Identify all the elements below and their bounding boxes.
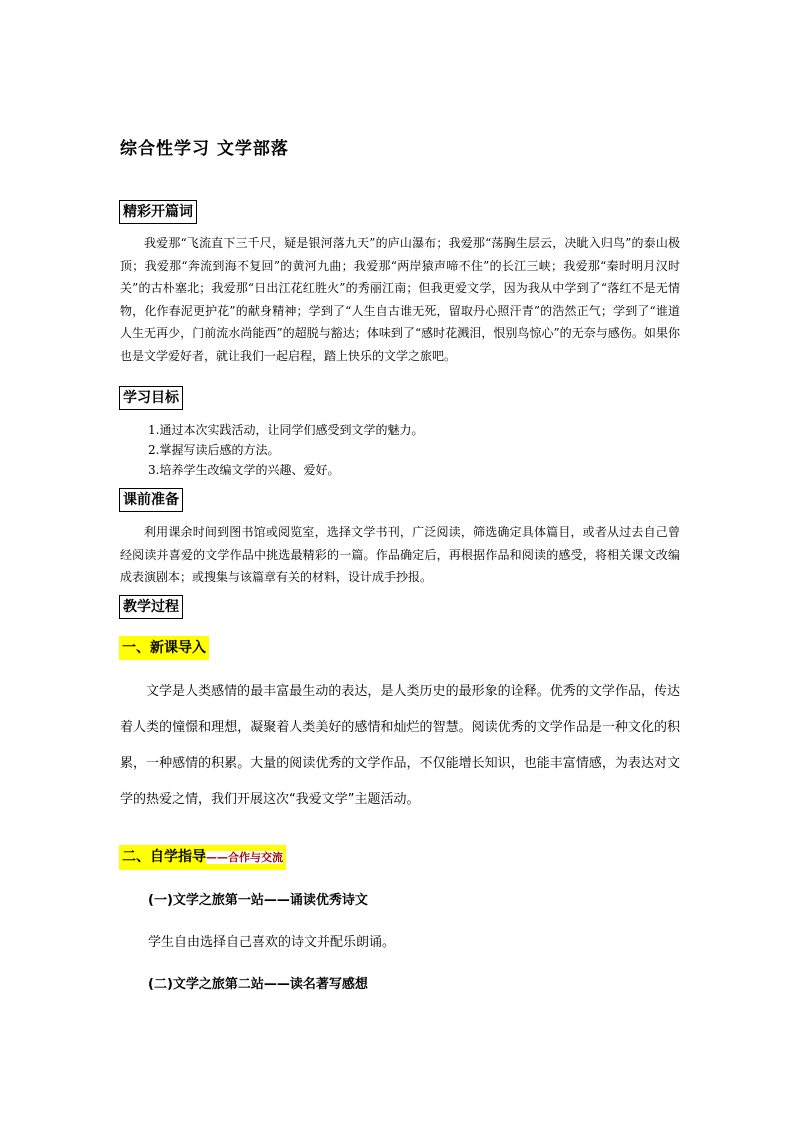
stop1-text: 学生自由选择自己喜欢的诗文并配乐朗诵。	[148, 935, 396, 950]
heading-part1: 一、新课导入	[119, 636, 209, 660]
opening-paragraph: 我爱那“飞流直下三千尺，疑是银河落九天”的庐山瀑布；我爱那“荡胸生层云，决眦入归鸟”的泰山极顶；我爱那“奔流到海不复回”的黄河九曲；我爱那“两岸猿声啼不住”的长江三峡；我爱那“秦时明月汉时关”的古朴塞北；我爱那“日出江花红胜火”的秀丽江南；但我更爱文学，因为我从中学到了“落红不是无情物，化作春泥更护花”的献身精神；学到了“人生自古谁无死，留取丹心照汗青”的浩然正气；学到了“谁道人生无再少，门前流水尚能西”的超脱与豁达；体味到了“感时花溅泪，恨别鸟惊心”的无奈与感伤。如果你也是文学爱好者，就让我们一起启程，踏上快乐的文学之旅吧。	[120, 236, 680, 363]
part2-subtitle: ——合作与交流	[206, 851, 283, 864]
goal-item: 1.通过本次实践活动，让同学们感受到文学的魅力。	[148, 423, 424, 437]
part2-heading-text: 二、自学指导	[122, 849, 206, 865]
heading-goals: 学习目标	[119, 386, 183, 410]
page-title: 综合性学习 文学部落	[120, 139, 289, 159]
goal-item: 2.掌握写读后感的方法。	[148, 443, 280, 457]
stop2-title: (二)文学之旅第二站——读名著写感想	[148, 977, 368, 992]
heading-opening: 精彩开篇词	[119, 200, 197, 224]
prep-paragraph: 利用课余时间到图书馆或阅览室，选择文学书刊，广泛阅读，筛选确定具体篇目，或者从过去自己曾经阅读并喜爱的文学作品中挑选最精彩的一篇。作品确定后，再根据作品和阅读的感受，将相关课文改编成表演剧本；或搜集与该篇章有关的材料，设计成手抄报。	[120, 525, 680, 584]
goal-item: 3.培养学生改编文学的兴趣、爱好。	[148, 463, 340, 477]
part1-paragraph: 文学是人类感情的最丰富最生动的表达，是人类历史的最形象的诠释。优秀的文学作品，传达着人类的憧憬和理想，凝聚着人类美好的感情和灿烂的智慧。阅读优秀的文学作品是一种文化的积累，一种感情的积累。大量的阅读优秀的文学作品，不仅能增长知识，也能丰富情感，为表达对文学的热爱之情，我们开展这次“我爱文学”主题活动。	[120, 684, 680, 807]
goals-list	[148, 420, 423, 480]
heading-process: 教学过程	[119, 595, 183, 619]
stop1-title: (一)文学之旅第一站——诵读优秀诗文	[148, 893, 368, 908]
heading-prep: 课前准备	[119, 488, 183, 512]
heading-part2	[119, 845, 286, 870]
